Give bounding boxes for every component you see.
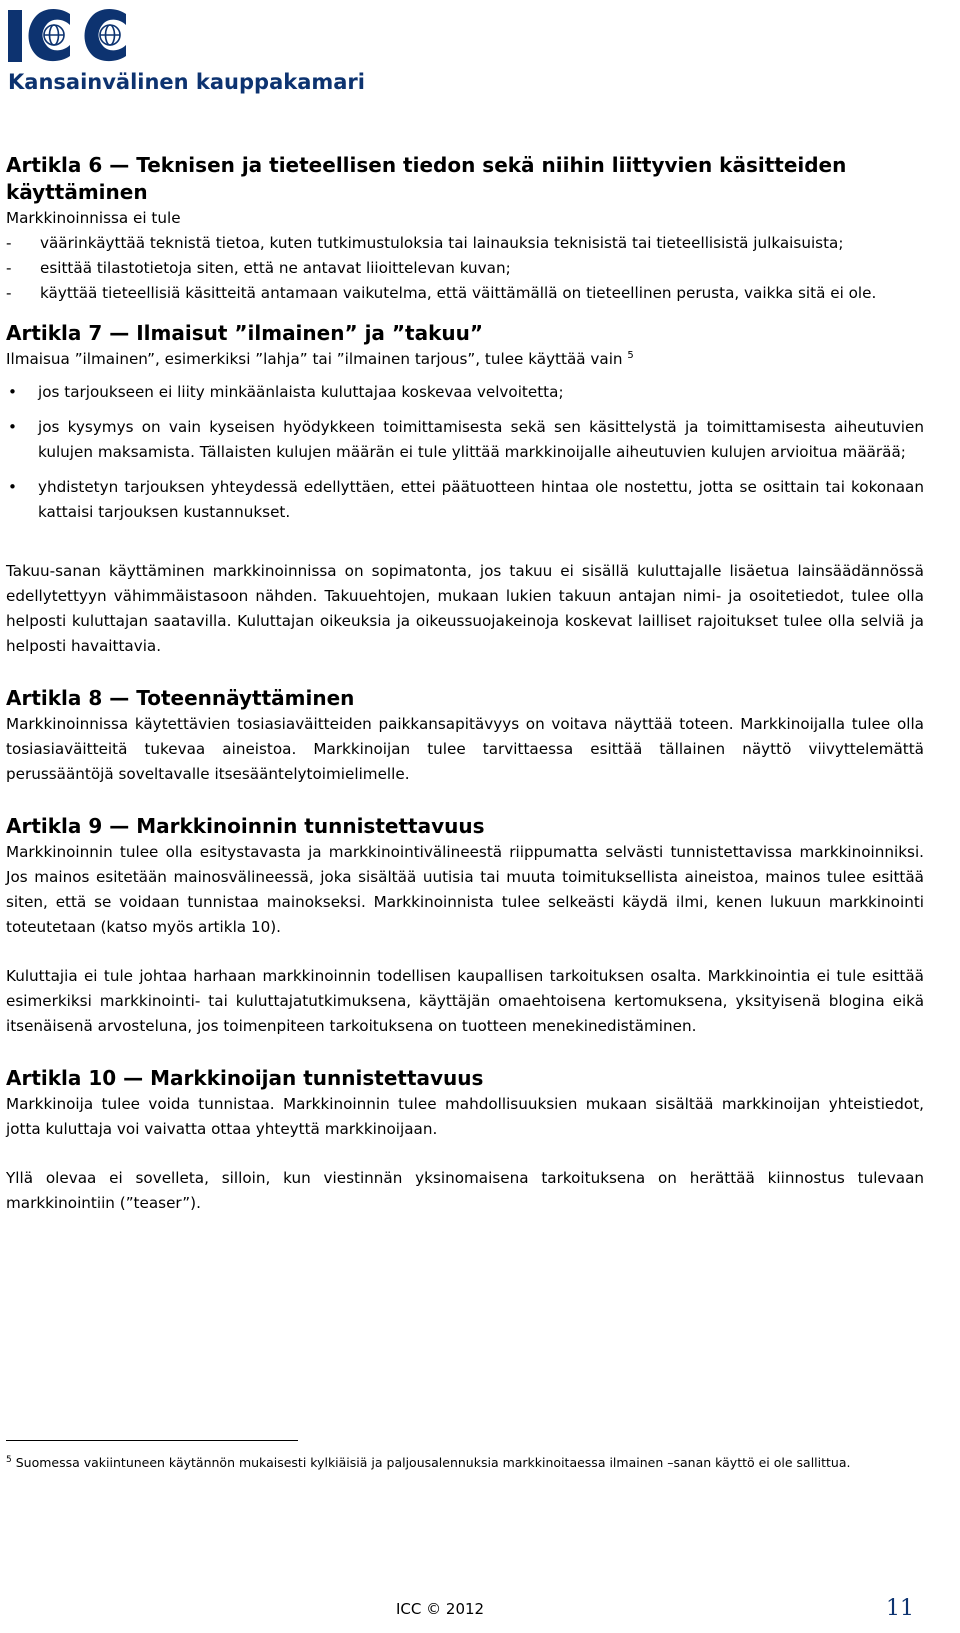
article7-item: • jos tarjoukseen ei liity minkäänlaista kuluttajaa koskevaa velvoitetta; [6,380,924,405]
article7-intro [6,347,924,372]
article8-title: Artikla 8 — Toteennäyttäminen [6,686,355,710]
article8-paragraph: Markkinoinnissa käytettävien tosiasiaväitteiden paikkansapitävyys on voitava näyttää toteen. Markkinoijalla tulee olla tosiasiaväitteitä tukevaa aineistoa. Markkinoijan tulee tarvittaessa esittää tällainen näyttö viivyttelemättä perussääntöjä soveltavalle itsesääntelytoimielimelle. [6,715,924,783]
icc-logo [8,4,140,64]
footnote [6,1453,916,1473]
footnote-text: Suomessa vakiintuneen käytännön mukaisesti kylkiäisiä ja paljousalennuksia markkinoitaessa ilmainen –sanan käyttö ei ole sallittua. [15,1455,851,1470]
footnote-reference: 5 [627,350,634,361]
article6-item: - käyttää tieteellisiä käsitteitä antamaan vaikutelma, että väittämällä on tieteellinen perusta, vaikka sitä ei ole. [6,281,924,306]
article6-item: - väärinkäyttää teknistä tietoa, kuten tutkimustuloksia tai lainauksia teknisistä tai tieteellisistä julkaisuista; [6,231,924,256]
organization-name: Kansainvälinen kauppakamari [8,70,365,94]
article10-title: Artikla 10 — Markkinoijan tunnistettavuus [6,1066,484,1090]
article7-item: • yhdistetyn tarjouksen yhteydessä edellyttäen, ettei päätuotteen hintaa ole nostettu, jotta se osittain tai kokonaan kattaisi tarjouksen kustannukset. [6,475,924,525]
article7-list [6,380,924,525]
page-number: 11 [886,1596,914,1621]
article6-intro: Markkinoinnissa ei tule [6,209,181,227]
article10-paragraph: Yllä olevaa ei sovelleta, silloin, kun viestinnän yksinomaisena tarkoituksena on herättää kiinnostus tulevaan markkinointiin (”teaser”). [6,1169,924,1212]
article7-item: • jos kysymys on vain kyseisen hyödykkeen toimittamisesta sekä sen käsittelystä ja toimittamisesta aiheutuvien kulujen maksamista. Tällaisten kulujen määrän ei tule ylittää markkinoijalle aiheutuvien kulujen arvioitua määrää; [6,415,924,465]
footnote-number: 5 [6,1455,12,1465]
article7-intro-text: Ilmaisua ”ilmainen”, esimerkiksi ”lahja” tai ”ilmainen tarjous”, tulee käyttää vain [6,350,623,368]
footnote-divider [6,1440,298,1441]
article6-item: - esittää tilastotietoja siten, että ne antavat liioittelevan kuvan; [6,256,924,281]
article6-list [6,231,924,306]
footer-copyright: ICC © 2012 [396,1600,485,1618]
article10-paragraph: Markkinoija tulee voida tunnistaa. Markkinoinnin tulee mahdollisuuksien mukaan sisältää markkinoijan yhteistiedot, jotta kuluttaja voi vaivatta ottaa yhteyttä markkinoijaan. [6,1095,924,1138]
document-body [6,152,924,1216]
article7-title: Artikla 7 — Ilmaisut ”ilmainen” ja ”takuu” [6,321,484,345]
article6-title: Artikla 6 — Teknisen ja tieteellisen tiedon sekä niihin liittyvien käsitteiden käyttäminen [6,153,847,204]
article9-paragraph: Markkinoinnin tulee olla esitystavasta ja markkinointivälineestä riippumatta selvästi tunnistettavissa markkinoinniksi. Jos mainos esitetään mainosvälineessä, joka sisältää uutisia tai muuta toimituksellista aineistoa, mainos tulee esittää siten, että se voidaan tunnistaa mainokseksi. Markkinoinnista tulee selkeästi käydä ilmi, kenen lukuun markkinointi toteutetaan (katso myös artikla 10). [6,843,924,936]
article9-paragraph: Kuluttajia ei tule johtaa harhaan markkinoinnin todellisen kaupallisen tarkoituksen osalta. Markkinointia ei tule esittää esimerkiksi markkinointi- tai kuluttajatutkimuksena, käyttäjän omaehtoisena kertomuksena, yksityisenä blogina eikä itsenäisenä arvosteluna, jos toimenpiteen tarkoituksena on tuotteen menekinedistäminen. [6,967,924,1035]
article9-title: Artikla 9 — Markkinoinnin tunnistettavuus [6,814,485,838]
article7-paragraph: Takuu-sanan käyttäminen markkinoinnissa on sopimatonta, jos takuu ei sisällä kuluttajalle lisäetua lainsäädännössä edellytettyyn vähimmäistasoon nähden. Takuuehtojen, mukaan lukien takuun antajan nimi- ja osoitetiedot, tulee olla helposti kuluttajan saatavilla. Kuluttajan oikeuksia ja oikeussuojakeinoja koskevat lailliset rajoitukset tulee olla selviä ja helposti havaittavia. [6,562,924,655]
